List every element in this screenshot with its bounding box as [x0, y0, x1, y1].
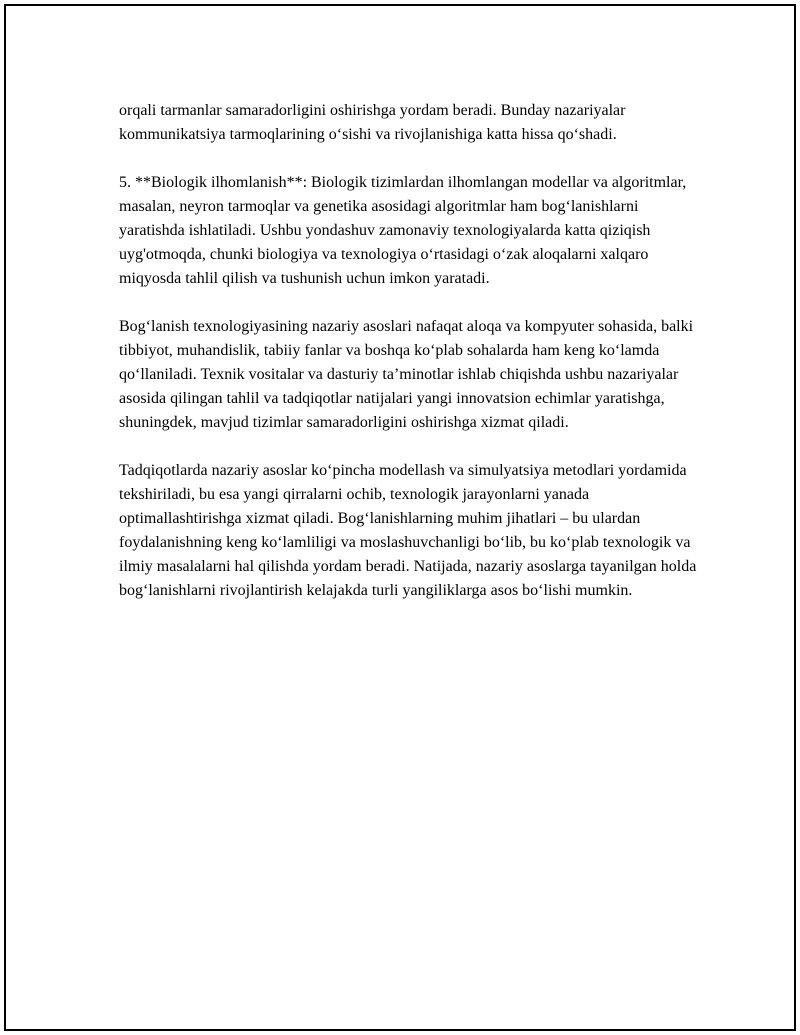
paragraph-theoretical-applications: Bog‘lanish texnologiyasining nazariy asoslari nafaqat aloqa va kompyuter sohasida, balki tibbiyot, muhandislik, tabiiy fanlar va boshqa ko‘plab sohalarda ham keng ko‘lamda qo‘llaniladi. Texnik vositalar va dasturiy ta’minotlar ishlab chiqishda ushbu nazariyalar asosida qilingan tahlil va tadqiqotlar natijalari yangi innovatsion echimlar yaratishga, shuningdek, mavjud tizimlar samaradorligini oshirishga xizmat qiladi. — [119, 318, 694, 431]
paragraph-modeling-simulation: Tadqiqotlarda nazariy asoslar ko‘pincha modellash va simulyatsiya metodlari yordamida tekshiriladi, bu esa yangi qirralarni ochib, texnologik jarayonlarni yanada optimallashtirishga xizmat qiladi. Bog‘lanishlarning muhim jihatlari – bu ulardan foydalanishning keng ko‘lamliligi va moslashuvchanligi bo‘lib, bu ko‘plab texnologik va ilmiy masalalarni hal qilishda yordam beradi. Natijada, nazariy asoslarga tayanilgan holda bog‘lanishlarni rivojlantirish kelajakda turli yangiliklarga asos bo‘lishi mumkin. — [119, 462, 697, 599]
paragraph-networks-continuation: orqali tarmanlar samaradorligini oshirishga yordam beradi. Bunday nazariyalar kommunikatsiya tarmoqlarining o‘sishi va rivojlanishiga katta hissa qo‘shadi. — [119, 102, 626, 143]
paragraph-biological-inspiration: 5. **Biologik ilhomlanish**: Biologik tizimlardan ilhomlangan modellar va algoritmlar, masalan, neyron tarmoqlar va genetika asosidagi algoritmlar ham bog‘lanishlarni yaratishda ishlatiladi. Ushbu yondashuv zamonaviy texnologiyalarda katta qiziqish uyg'otmoqda, chunki biologiya va texnologiya o‘rtasidagi o‘zak aloqalarni xalqaro miqyosda tahlil qilish va tushunish uchun imkon yaratadi. — [119, 174, 687, 287]
document-body — [119, 99, 699, 627]
page-border — [4, 4, 796, 1031]
